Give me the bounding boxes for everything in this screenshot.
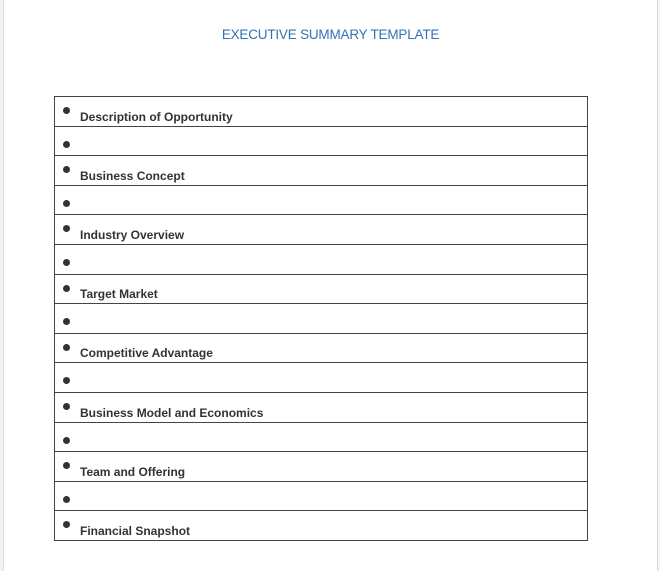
bullet-icon [63, 437, 70, 444]
table-row [55, 333, 588, 363]
row-label: Competitive Advantage [80, 346, 213, 361]
document-title: EXECUTIVE SUMMARY TEMPLATE [221, 27, 440, 42]
table-row [55, 274, 588, 304]
bullet-icon [63, 225, 70, 232]
table-row [55, 363, 588, 393]
table-row [55, 422, 588, 452]
summary-table [54, 96, 588, 541]
bullet-icon [63, 377, 70, 384]
bullet-icon [63, 166, 70, 173]
row-label: Industry Overview [80, 227, 185, 242]
bullet-icon [63, 496, 70, 503]
document-page [3, 0, 658, 571]
table-cell[interactable] [55, 452, 588, 482]
bullet-icon [63, 521, 70, 528]
bullet-icon [63, 259, 70, 266]
table-row [55, 126, 588, 156]
bullet-icon [63, 403, 70, 410]
table-row [55, 392, 588, 422]
row-label: Business Concept [80, 168, 185, 183]
row-label: Description of Opportunity [80, 109, 233, 124]
table-cell[interactable] [55, 97, 588, 127]
bullet-icon [63, 141, 70, 148]
table-cell[interactable] [55, 392, 588, 422]
table-row [55, 215, 588, 245]
table-row [55, 97, 588, 127]
table-cell[interactable] [55, 333, 588, 363]
row-label: Target Market [80, 287, 158, 302]
table-cell[interactable] [55, 156, 588, 186]
table-row [55, 185, 588, 215]
table-row [55, 481, 588, 511]
table-cell[interactable] [55, 244, 588, 274]
table-cell[interactable] [55, 274, 588, 304]
table-row [55, 304, 588, 334]
bullet-icon [63, 318, 70, 325]
row-label: Business Model and Economics [80, 405, 264, 420]
table-cell[interactable] [55, 422, 588, 452]
row-label: Financial Snapshot [80, 523, 191, 538]
table-cell[interactable] [55, 481, 588, 511]
bullet-icon [63, 344, 70, 351]
table-cell[interactable] [55, 511, 588, 541]
table-cell[interactable] [55, 304, 588, 334]
table-row [55, 511, 588, 541]
bullet-icon [63, 462, 70, 469]
table-row [55, 156, 588, 186]
table-cell[interactable] [55, 215, 588, 245]
table-cell[interactable] [55, 126, 588, 156]
bullet-icon [63, 107, 70, 114]
bullet-icon [63, 200, 70, 207]
table-row [55, 452, 588, 482]
row-label: Team and Offering [80, 464, 186, 479]
bullet-icon [63, 285, 70, 292]
table-cell[interactable] [55, 363, 588, 393]
table-row [55, 244, 588, 274]
table-cell[interactable] [55, 185, 588, 215]
